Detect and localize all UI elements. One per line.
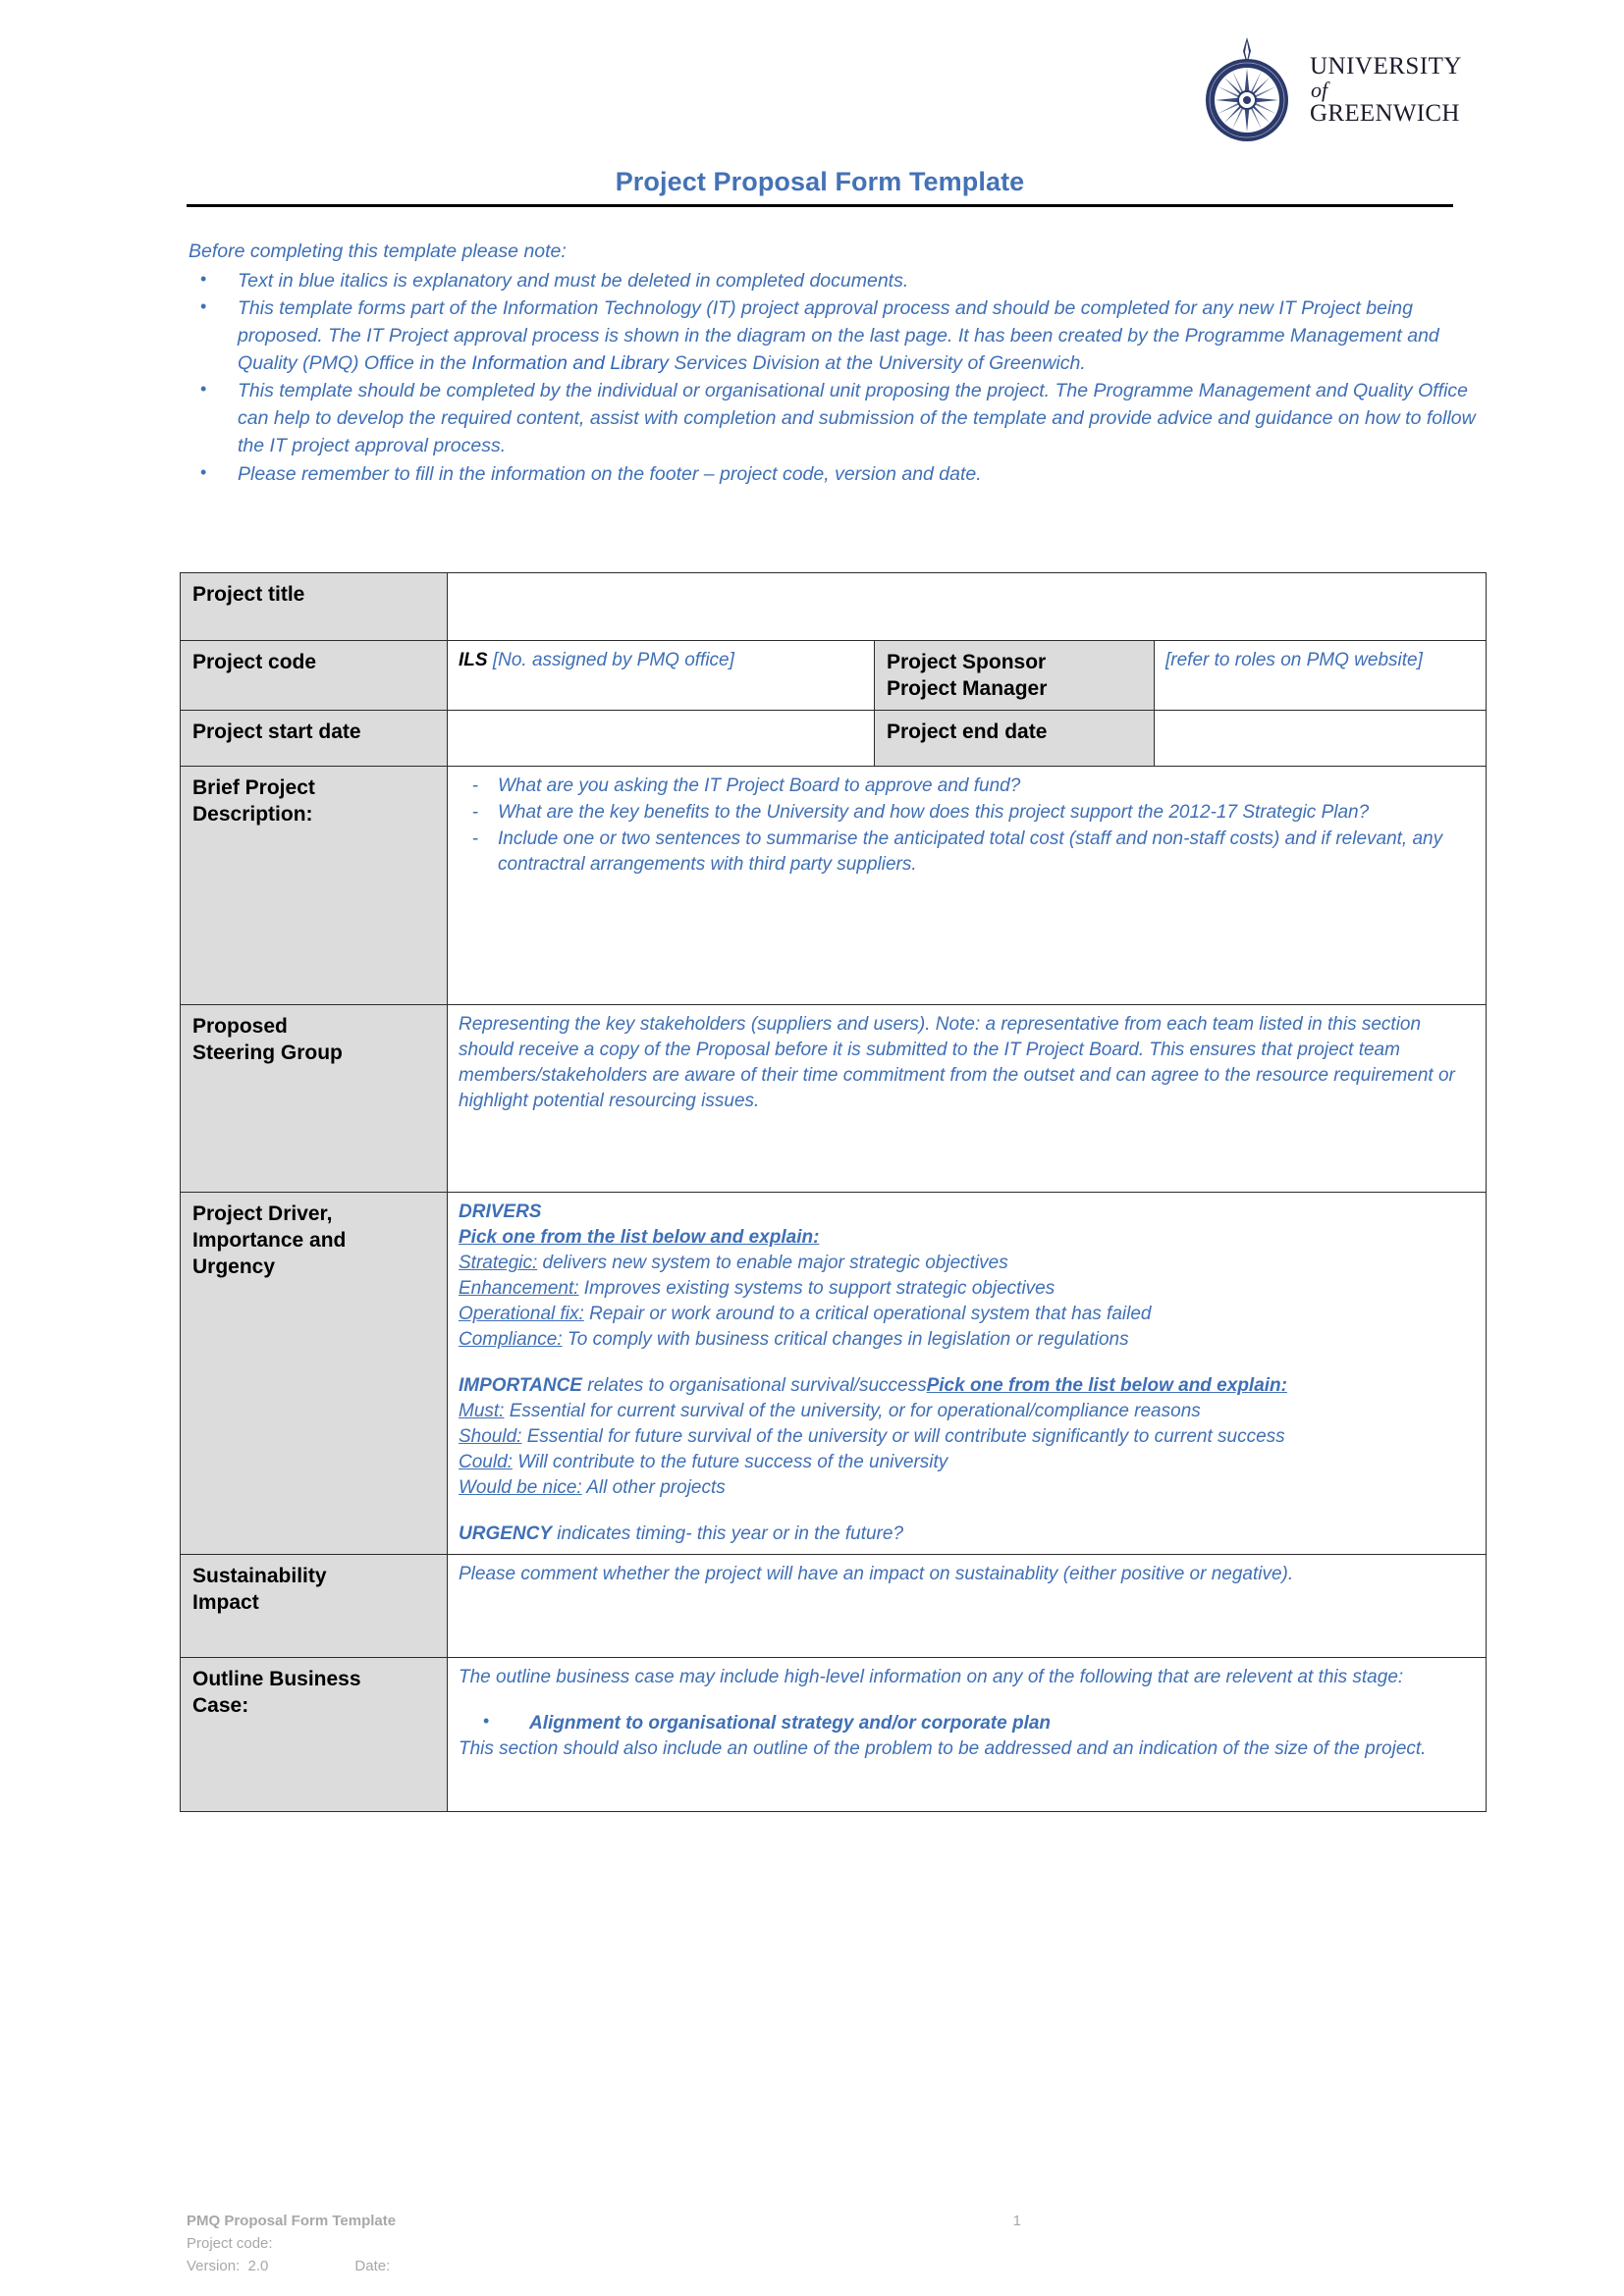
importance-term-could: Could: (459, 1451, 513, 1472)
importance-desc-must: Essential for current survival of the university, or for operational/compliance reasons (504, 1400, 1201, 1421)
label-driver-line-1: Project Driver, (192, 1201, 333, 1225)
driver-desc-enhancement: Improves existing systems to support strategic objectives (578, 1277, 1056, 1299)
importance-option-should (459, 1424, 1476, 1450)
importance-desc-should: Essential for future survival of the university or will contribute significantly to current success (521, 1425, 1285, 1447)
importance-intro (459, 1373, 1476, 1399)
field-project-title[interactable] (448, 573, 1487, 641)
title-divider (187, 204, 1453, 207)
label-sustainability-line-2: Impact (192, 1590, 259, 1614)
label-brief-line-2: Description: (192, 802, 313, 826)
field-project-driver[interactable] (448, 1192, 1487, 1554)
spacer-business-case (459, 1690, 1476, 1711)
intro-lead: Before completing this template please note: (189, 240, 567, 262)
driver-option-compliance (459, 1327, 1476, 1353)
footer-date-label: Date: (354, 2257, 391, 2274)
label-outline-business-case (181, 1657, 448, 1811)
title-section (187, 167, 1453, 207)
urgency-intro (459, 1522, 1476, 1547)
table-row-project-title (181, 573, 1487, 641)
importance-option-would-be-nice (459, 1475, 1476, 1501)
drivers-heading: DRIVERS (459, 1201, 542, 1222)
driver-option-enhancement (459, 1276, 1476, 1302)
importance-option-must (459, 1399, 1476, 1424)
label-project-end-date: Project end date (875, 710, 1155, 766)
label-brief-description (181, 766, 448, 1004)
label-steering-line-2: Steering Group (192, 1041, 343, 1064)
footer-version-label: Version: (187, 2257, 241, 2274)
field-project-code[interactable] (448, 641, 875, 711)
label-project-sponsor: Project Sponsor (887, 651, 1047, 673)
importance-option-could (459, 1450, 1476, 1475)
brief-description-hint-list (459, 774, 1476, 878)
label-sustainability-impact (181, 1554, 448, 1657)
importance-text: relates to organisational survival/success (581, 1374, 927, 1396)
university-crest-compass-icon (1200, 35, 1294, 145)
label-project-start-date: Project start date (181, 710, 448, 766)
field-project-end-date[interactable] (1155, 710, 1487, 766)
business-case-intro: The outline business case may include high-level information on any of the following that are relevent at this stage: (459, 1666, 1404, 1687)
intro-bullet-list (189, 268, 1485, 489)
importance-term-would-be-nice: Would be nice: (459, 1476, 582, 1498)
driver-desc-strategic: delivers new system to enable major strategic objectives (537, 1252, 1008, 1273)
importance-term-should: Should: (459, 1425, 522, 1447)
footer-version-row (187, 2256, 1483, 2278)
table-row-project-driver (181, 1192, 1487, 1554)
field-outline-business-case[interactable] (448, 1657, 1487, 1811)
urgency-text: indicates timing- this year or in the future? (552, 1522, 904, 1544)
field-project-sponsor-manager[interactable]: [refer to roles on PMQ website] (1155, 641, 1487, 711)
driver-option-operational-fix (459, 1302, 1476, 1327)
footer-version-value: 2.0 (247, 2257, 269, 2274)
university-line-1: UNIVERSITY (1310, 53, 1462, 80)
label-steering-line-1: Proposed (192, 1014, 288, 1038)
brief-hint-1: - What are you asking the IT Project Board to approve and fund? (459, 774, 1476, 799)
university-logo (1200, 35, 1462, 145)
intro-bullet-1: • Text in blue italics is explanatory and must be deleted in completed documents. (189, 268, 1485, 295)
university-line-3: GREENWICH (1310, 100, 1460, 128)
spacer-after-drivers (459, 1353, 1476, 1373)
footer-top-row (187, 2211, 1483, 2233)
importance-term-must: Must: (459, 1400, 505, 1421)
footer-project-code: Project code: (187, 2234, 273, 2252)
intro-notes (189, 239, 1485, 489)
importance-pick-instruction: Pick one from the list below and explain: (926, 1374, 1287, 1396)
label-project-code: Project code (181, 641, 448, 711)
label-steering-group (181, 1004, 448, 1192)
field-steering-group[interactable]: Representing the key stakeholders (suppliers and users). Note: a representative from each team listed in this section should receive a copy of the Proposal before it is submitted to the IT Project Board. This ensures that project team members/stakeholders are aware of their time commitment from the outset and can agree to the resource requirement or highlight potential resourcing issues. (448, 1004, 1487, 1192)
urgency-heading: URGENCY (459, 1522, 553, 1544)
page-footer (187, 2211, 1483, 2277)
drivers-pick-instruction: Pick one from the list below and explain: (459, 1226, 820, 1248)
business-case-bullet-list (459, 1711, 1476, 1736)
label-driver-line-2: Importance and (192, 1228, 347, 1252)
page-title: Project Proposal Form Template (615, 167, 1025, 196)
label-project-manager: Project Manager (887, 676, 1048, 700)
brief-hint-3: - Include one or two sentences to summarise the anticipated total cost (staff and non-staff costs) and if relevant, any contractral arrangements with third party suppliers. (459, 827, 1476, 878)
importance-heading: IMPORTANCE (459, 1374, 582, 1396)
driver-term-compliance: Compliance: (459, 1328, 563, 1350)
table-row-steering-group (181, 1004, 1487, 1192)
driver-term-strategic: Strategic: (459, 1252, 538, 1273)
intro-bullet-3: • This template should be completed by the individual or organisational unit proposing the project. The Programme Management and Quality Office can help to develop the required content, assist with completion and submission of the template and provide advice and guidance on how to follow the IT project approval process. (189, 378, 1485, 459)
table-row-sustainability (181, 1554, 1487, 1657)
label-sustainability-line-1: Sustainability (192, 1564, 327, 1587)
business-case-tail: This section should also include an outline of the problem to be addressed and an indication of the size of the project. (459, 1737, 1427, 1759)
footer-page-number: 1 (1012, 2213, 1021, 2229)
university-line-2: of (1311, 77, 1328, 102)
intro-bullet-4: • Please remember to fill in the information on the footer – project code, version and date. (189, 461, 1485, 489)
intro-bullet-2-emphasis: Information and Library (471, 351, 669, 374)
business-case-bullet-alignment: • Alignment to organisational strategy and/or corporate plan (459, 1711, 1476, 1736)
project-code-prefix: ILS (459, 650, 488, 670)
brief-hint-2: - What are the key benefits to the University and how does this project support the 2012-17 Strategic Plan? (459, 800, 1476, 826)
intro-bullet-2-tail: Services Division at the University of Greenwich. (668, 351, 1086, 374)
label-brief-line-1: Brief Project (192, 775, 315, 799)
label-project-driver (181, 1192, 448, 1554)
field-brief-description[interactable] (448, 766, 1487, 1004)
intro-bullet-2 (189, 295, 1485, 377)
label-business-case-line-2: Case: (192, 1693, 249, 1717)
driver-term-operational-fix: Operational fix: (459, 1303, 584, 1324)
table-row-outline-business-case (181, 1657, 1487, 1811)
project-code-hint: [No. assigned by PMQ office] (492, 650, 734, 670)
project-proposal-form-table (180, 572, 1487, 1812)
spacer-after-importance (459, 1501, 1476, 1522)
table-row-project-code (181, 641, 1487, 711)
importance-desc-would-be-nice: All other projects (581, 1476, 726, 1498)
university-wordmark (1310, 54, 1462, 126)
driver-term-enhancement: Enhancement: (459, 1277, 579, 1299)
table-row-project-dates (181, 710, 1487, 766)
table-row-brief-description (181, 766, 1487, 1004)
importance-desc-could: Will contribute to the future success of the university (512, 1451, 948, 1472)
label-project-sponsor-manager (875, 641, 1155, 711)
intro-bullet-2-text: This template forms part of the Information Technology (IT) project approval process and should be completed for any new IT Project being proposed. The IT Project approval process is shown in the diagram on the last page. It has been created by the Programme Management and Quality (PMQ) Office in the (238, 297, 1439, 374)
driver-desc-compliance: To comply with business critical changes in legislation or regulations (562, 1328, 1129, 1350)
footer-template-name: PMQ Proposal Form Template (187, 2213, 397, 2229)
label-business-case-line-1: Outline Business (192, 1667, 361, 1690)
driver-option-strategic (459, 1251, 1476, 1276)
label-project-title: Project title (181, 573, 448, 641)
field-project-start-date[interactable] (448, 710, 875, 766)
label-driver-line-3: Urgency (192, 1255, 276, 1278)
driver-desc-operational-fix: Repair or work around to a critical operational system that has failed (583, 1303, 1152, 1324)
field-sustainability-impact[interactable]: Please comment whether the project will have an impact on sustainablity (either positive or negative). (448, 1554, 1487, 1657)
